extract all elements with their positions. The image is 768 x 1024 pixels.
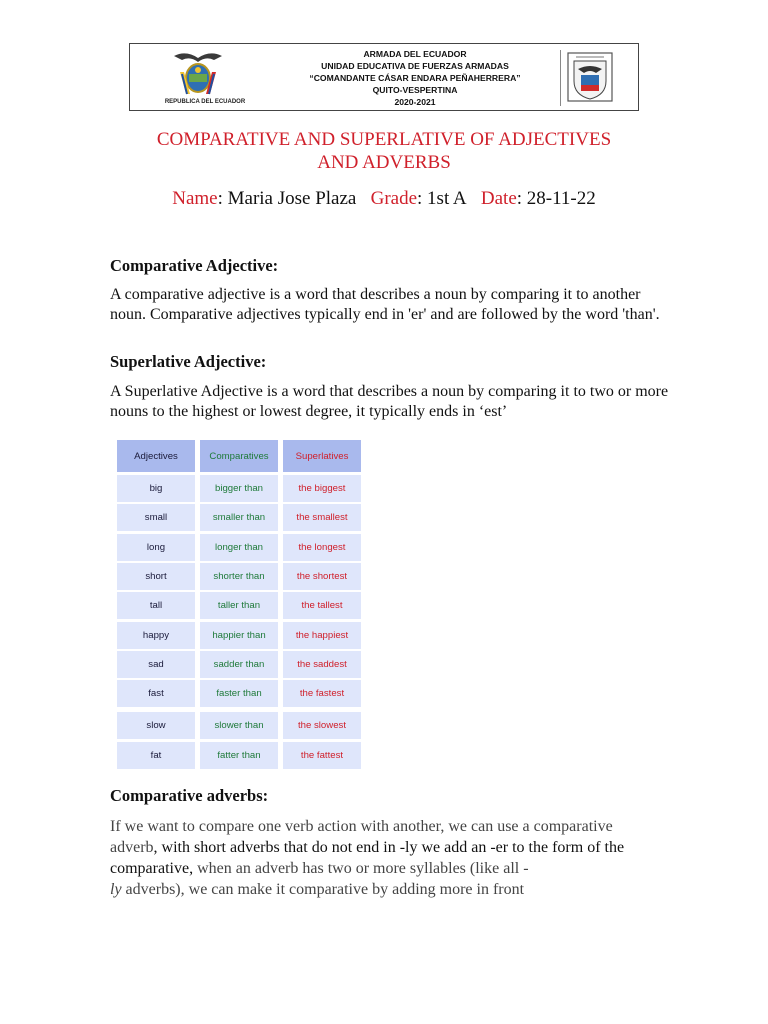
comparative-cell: sadder than [200, 651, 278, 678]
student-info [100, 188, 668, 210]
comparative-cell: longer than [200, 534, 278, 561]
table-header-adjectives: Adjectives [117, 440, 195, 472]
ecuador-coat-of-arms-icon [170, 50, 226, 98]
title-line: COMPARATIVE AND SUPERLATIVE OF ADJECTIVES [156, 129, 612, 150]
adjective-cell: big [117, 475, 195, 502]
adjective-cell: happy [117, 622, 195, 649]
document-title [100, 128, 668, 174]
comparative-cell: shorter than [200, 563, 278, 590]
school-header [129, 43, 639, 111]
comparative-adjective-text: A comparative adjective is a word that describes a noun by comparing it to another noun. Comparative adjectives typically end in 'er' and are followed by the word 'than'. [110, 286, 660, 323]
adjective-cell: slow [117, 712, 195, 739]
comparative-cell: slower than [200, 712, 278, 739]
adverbs-text-part: If we want to compare one verb action with another, we can use a comparative adverb [110, 818, 613, 856]
adverbs-text-part: ly [110, 881, 122, 898]
comparative-cell: faster than [200, 680, 278, 707]
superlative-cell: the smallest [283, 504, 361, 531]
superlative-cell: the slowest [283, 712, 361, 739]
adjective-cell: fast [117, 680, 195, 707]
superlative-cell: the shortest [283, 563, 361, 590]
superlative-cell: the tallest [283, 592, 361, 619]
date-value: : 28-11-22 [516, 188, 596, 209]
superlative-cell: the saddest [283, 651, 361, 678]
header-line: QUITO-VESPERTINA [372, 85, 458, 95]
header-line: ARMADA DEL ECUADOR [363, 49, 467, 59]
superlative-adjective-text: A Superlative Adjective is a word that describes a noun by comparing it to two or more nouns to the highest or lowest degree, it typically ends in ‘est’ [110, 383, 669, 420]
comparative-cell: taller than [200, 592, 278, 619]
adjective-cell: long [117, 534, 195, 561]
school-header-text [270, 48, 560, 108]
name-value: : Maria Jose Plaza [217, 188, 357, 209]
adverbs-text-part: adverbs), we can make it comparative by adding more in front [121, 881, 525, 898]
grade-label: Grade [370, 188, 418, 209]
superlative-cell: the longest [283, 534, 361, 561]
superlative-cell: the fattest [283, 742, 361, 769]
emblem-caption: REPUBLICA DEL ECUADOR [164, 99, 246, 105]
superlative-cell: the biggest [283, 475, 361, 502]
header-line: UNIDAD EDUCATIVA DE FUERZAS ARMADAS [321, 61, 509, 71]
adverbs-text-part: when an adverb has two or more syllables (like all - [193, 860, 529, 877]
header-divider [560, 50, 561, 106]
superlative-cell: the happiest [283, 622, 361, 649]
header-line: “COMANDANTE CÁSAR ENDARA PEÑAHERRERA” [309, 73, 521, 83]
date-label: Date [480, 188, 517, 209]
adjective-cell: short [117, 563, 195, 590]
adjective-cell: small [117, 504, 195, 531]
comparative-cell: smaller than [200, 504, 278, 531]
table-header-comparatives: Comparatives [200, 440, 278, 472]
comparative-cell: bigger than [200, 475, 278, 502]
adverbs-text-part: , with short adverbs that do not end in -ly we add an -er to the form of the comparative, [110, 839, 625, 877]
adjectives-table [117, 440, 362, 772]
adjective-cell: tall [117, 592, 195, 619]
adjective-cell: fat [117, 742, 195, 769]
superlative-cell: the fastest [283, 680, 361, 707]
table-header-superlatives: Superlatives [283, 440, 361, 472]
grade-value: : 1st A [417, 188, 467, 209]
name-label: Name [172, 188, 218, 209]
comparative-adverbs-text [110, 816, 662, 900]
superlative-adjective-heading: Superlative Adjective: [110, 352, 267, 371]
title-line: AND ADVERBS [317, 152, 451, 173]
comparative-adverbs-heading: Comparative adverbs: [110, 786, 269, 805]
comparative-cell: fatter than [200, 742, 278, 769]
comparative-cell: happier than [200, 622, 278, 649]
header-line: 2020-2021 [394, 97, 436, 107]
comparative-adjective-heading: Comparative Adjective: [110, 256, 279, 275]
school-seal-icon [566, 51, 614, 103]
adjective-cell: sad [117, 651, 195, 678]
